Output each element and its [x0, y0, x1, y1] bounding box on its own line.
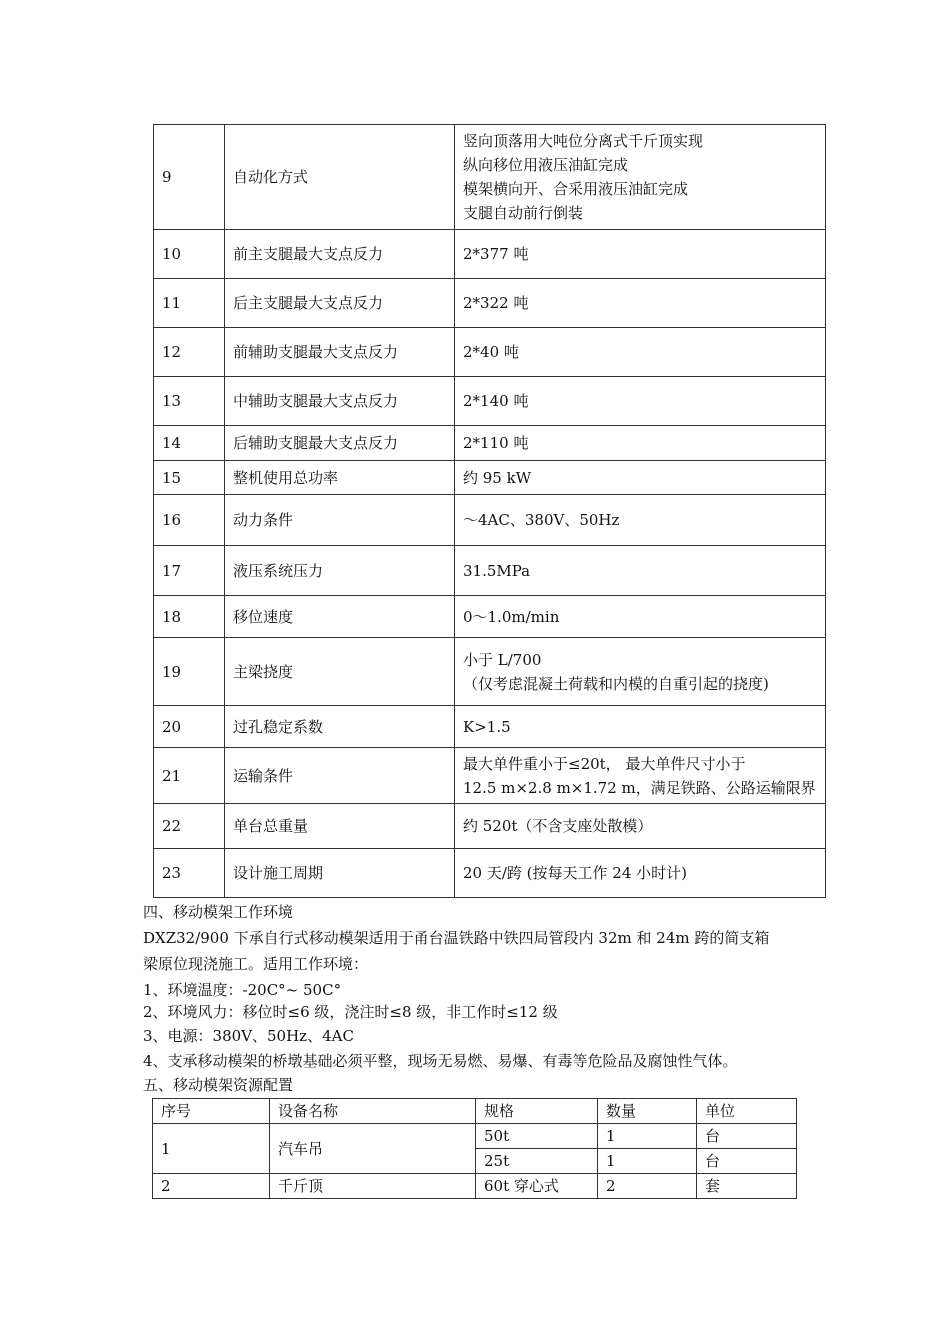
- spec-row: [154, 377, 826, 426]
- spec-value-line: 2*322 吨: [463, 294, 529, 312]
- spec-name: 整机使用总功率: [225, 461, 455, 495]
- spec-row: [154, 328, 826, 377]
- resource-spec: 60t 穿心式: [476, 1174, 598, 1199]
- spec-value: [455, 596, 826, 638]
- spec-name: 设计施工周期: [225, 849, 455, 898]
- spec-name: 运输条件: [225, 748, 455, 804]
- resource-unit: 台: [697, 1149, 797, 1174]
- spec-name: 液压系统压力: [225, 546, 455, 596]
- spec-value-line: 最大单件重小于≤20t， 最大单件尺寸小于: [463, 754, 746, 773]
- table-row: [153, 1124, 797, 1149]
- resource-qty: 2: [598, 1174, 697, 1199]
- spec-name: 后辅助支腿最大支点反力: [225, 426, 455, 461]
- spec-no: 10: [154, 230, 225, 279]
- spec-no: 13: [154, 377, 225, 426]
- spec-value: [455, 377, 826, 426]
- environment-item: 4、支承移动模架的桥墩基础必须平整，现场无易燃、易爆、有毒等危险品及腐蚀性气体。: [143, 1052, 738, 1070]
- spec-value: [455, 804, 826, 849]
- spec-no: 15: [154, 461, 225, 495]
- spec-name: 后主支腿最大支点反力: [225, 279, 455, 328]
- spec-value: [455, 328, 826, 377]
- header-spec: 规格: [476, 1099, 598, 1124]
- spec-value: [455, 461, 826, 495]
- resource-table: [152, 1098, 797, 1199]
- header-name: 设备名称: [270, 1099, 476, 1124]
- spec-no: 20: [154, 706, 225, 748]
- section4-intro-line-1: DXZ32/900 下承自行式移动模架适用于甬台温铁路中铁四局管段内 32m 和 24m 跨的简支箱: [143, 929, 770, 947]
- spec-value-line: 模架横向开、合采用液压油缸完成: [463, 180, 689, 198]
- spec-no: 21: [154, 748, 225, 804]
- resource-qty: 1: [598, 1149, 697, 1174]
- environment-item: 1、环境温度：-20C°~ 50C°: [143, 981, 342, 999]
- spec-value-line: 纵向移位用液压油缸完成: [463, 156, 629, 174]
- section4-intro-line-2: 梁原位现浇施工。适用工作环境：: [143, 955, 369, 973]
- spec-row: [154, 804, 826, 849]
- spec-value-line: 约 95 kW: [463, 468, 532, 487]
- spec-row: [154, 748, 826, 804]
- spec-row: [154, 495, 826, 546]
- spec-value: [455, 638, 826, 706]
- spec-no: 17: [154, 546, 225, 596]
- spec-row: [154, 638, 826, 706]
- section4-title: 四、移动模架工作环境: [143, 903, 294, 921]
- spec-name: 中辅助支腿最大支点反力: [225, 377, 455, 426]
- spec-value-line: 约 520t（不含支座处散模）: [463, 817, 653, 835]
- environment-item: 2、环境风力：移位时≤6 级，浇注时≤8 级，非工作时≤12 级: [143, 1003, 558, 1021]
- spec-value: [455, 426, 826, 461]
- spec-no: 9: [154, 125, 225, 230]
- resource-name: 汽车吊: [270, 1124, 476, 1174]
- spec-value-line: 2*140 吨: [463, 392, 529, 410]
- spec-value: [455, 230, 826, 279]
- spec-value-line: （仅考虑混凝土荷载和内模的自重引起的挠度): [463, 674, 769, 693]
- resource-no: 2: [153, 1174, 270, 1199]
- spec-name: 移位速度: [225, 596, 455, 638]
- spec-value-line: 20 天/跨 (按每天工作 24 小时计): [463, 864, 688, 882]
- spec-name: 前辅助支腿最大支点反力: [225, 328, 455, 377]
- spec-name: 主梁挠度: [225, 638, 455, 706]
- spec-name: 自动化方式: [225, 125, 455, 230]
- spec-value-line: 2*40 吨: [463, 343, 519, 361]
- spec-value-line: 2*110 吨: [463, 434, 529, 452]
- spec-no: 16: [154, 495, 225, 546]
- spec-no: 22: [154, 804, 225, 849]
- spec-table: [153, 124, 826, 898]
- spec-name: 动力条件: [225, 495, 455, 546]
- spec-name: 单台总重量: [225, 804, 455, 849]
- spec-value-line: 支腿自动前行倒装: [463, 204, 584, 222]
- spec-value: [455, 748, 826, 804]
- spec-row: [154, 279, 826, 328]
- resource-qty: 1: [598, 1124, 697, 1149]
- spec-row: [154, 230, 826, 279]
- spec-no: 23: [154, 849, 225, 898]
- spec-no: 14: [154, 426, 225, 461]
- resource-unit: 台: [697, 1124, 797, 1149]
- environment-item: 3、电源：380V、50Hz、4AC: [143, 1027, 354, 1045]
- spec-value: [455, 125, 826, 230]
- resource-unit: 套: [697, 1174, 797, 1199]
- spec-row: [154, 125, 826, 230]
- spec-name: 前主支腿最大支点反力: [225, 230, 455, 279]
- spec-row: [154, 596, 826, 638]
- spec-no: 12: [154, 328, 225, 377]
- spec-value: [455, 279, 826, 328]
- spec-row: [154, 849, 826, 898]
- spec-row: [154, 461, 826, 495]
- spec-value: [455, 546, 826, 596]
- spec-value: [455, 495, 826, 546]
- resource-header-row: [153, 1099, 797, 1124]
- spec-no: 11: [154, 279, 225, 328]
- table-row: [153, 1174, 797, 1199]
- spec-value-line: 31.5MPa: [463, 561, 531, 580]
- header-no: 序号: [153, 1099, 270, 1124]
- resource-spec: 25t: [476, 1149, 598, 1174]
- section5-title: 五、移动模架资源配置: [143, 1076, 294, 1094]
- spec-row: [154, 546, 826, 596]
- spec-value-line: 2*377 吨: [463, 245, 529, 263]
- spec-row: [154, 426, 826, 461]
- spec-value: [455, 849, 826, 898]
- spec-value-line: 竖向顶落用大吨位分离式千斤顶实现: [463, 132, 704, 150]
- spec-value-line: ～4AC、380V、50Hz: [463, 511, 620, 529]
- resource-name: 千斤顶: [270, 1174, 476, 1199]
- header-unit: 单位: [697, 1099, 797, 1124]
- spec-name: 过孔稳定系数: [225, 706, 455, 748]
- spec-value: [455, 706, 826, 748]
- resource-spec: 50t: [476, 1124, 598, 1149]
- spec-no: 19: [154, 638, 225, 706]
- spec-value-line: K>1.5: [463, 717, 511, 736]
- spec-value-line: 0～1.0m/min: [463, 607, 560, 626]
- spec-value-line: 12.5 m×2.8 m×1.72 m，满足铁路、公路运输限界: [463, 778, 816, 797]
- spec-row: [154, 706, 826, 748]
- resource-no: 1: [153, 1124, 270, 1174]
- spec-no: 18: [154, 596, 225, 638]
- spec-value-line: 小于 L/700: [463, 650, 542, 669]
- header-qty: 数量: [598, 1099, 697, 1124]
